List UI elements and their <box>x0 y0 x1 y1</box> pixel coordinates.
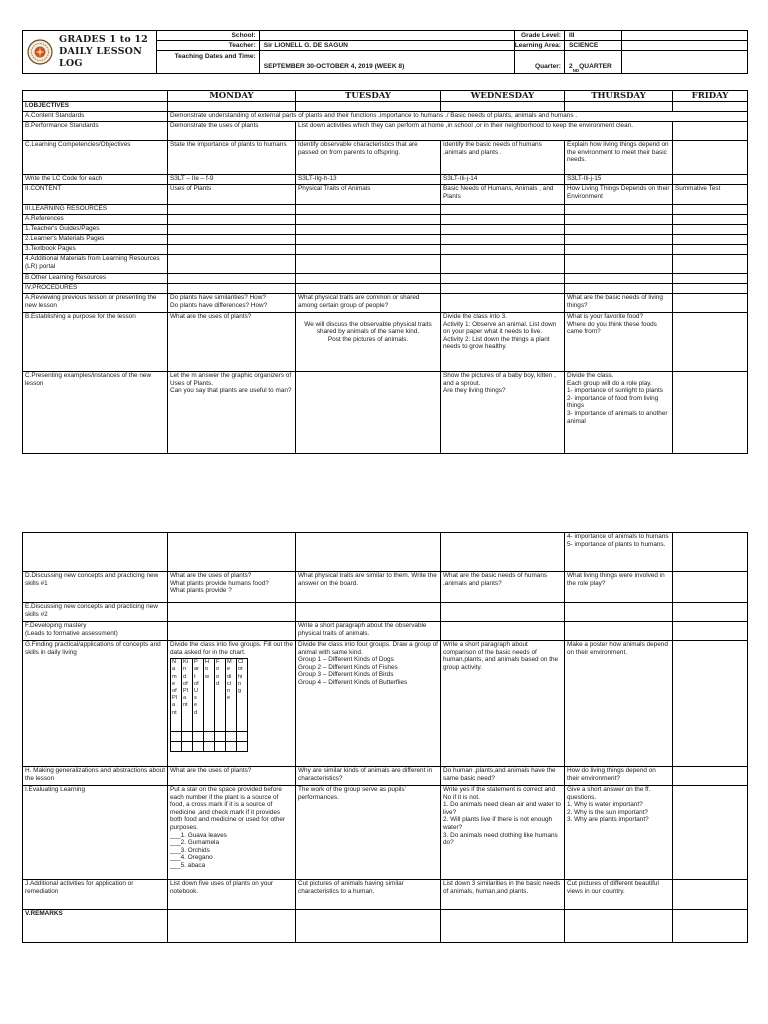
table-cell: Write yes if the statement is correct and No if it is not. 1. Do animals need clean air and water to live? 2. Will plants live if there is not enough water? 3. Do animals need clothing like humans do? <box>441 786 565 880</box>
table-cell <box>673 603 748 622</box>
table-cell <box>565 102 673 112</box>
row-label-i-objectives: I.OBJECTIVES <box>23 102 168 112</box>
table-cell <box>296 122 673 141</box>
table-cell: Demonstrate the uses of plants <box>168 122 296 141</box>
table-cell: Identify the basic needs of humans ,animals and plants . <box>441 141 565 175</box>
table-cell <box>441 533 565 572</box>
table-cell: List down 3 similarities in the basic needs of animals, human,and plants. <box>441 880 565 910</box>
chart-column-header: M e di ci n e <box>226 659 237 732</box>
table-cell <box>168 603 296 622</box>
row-label-a-reviewing-previous-lesson-or-presentin: A.Reviewing previous lesson or presenting the new lesson <box>23 294 168 313</box>
grade-level-value: III <box>565 31 622 41</box>
table-cell <box>296 235 441 245</box>
table-cell <box>673 533 748 572</box>
chart-blank-row <box>171 732 248 742</box>
row-label-c-learning-competencies-objectives: C.Learning Competencies/Objectives <box>23 141 168 175</box>
table-cell: Write a short paragraph about the observable physical traits of animals. <box>296 622 441 641</box>
plant-data-chart <box>170 658 248 752</box>
table-cell <box>565 255 673 274</box>
chart-column-header: Ki n d of Pl a nt <box>182 659 193 732</box>
table-cell <box>673 175 748 185</box>
chart-blank-cell <box>226 732 237 742</box>
table-cell <box>168 205 296 215</box>
row-label-iii-learning-resources: III.LEARNING RESOURCES <box>23 205 168 215</box>
chart-blank-cell <box>182 742 193 752</box>
table-cell: 4- importance of animals to humans 5- importance of plants to humans. <box>565 533 673 572</box>
row-label-blank <box>23 533 168 572</box>
day-header-friday: FRIDAY <box>673 91 748 102</box>
table-cell: Divide the class into four groups. Draw a group of animal with same kind. Group 1 – Different Kinds of Dogs Group 2 – Different Kinds of Fishes Group 3 – Different Kinds of Birds Group 4 – Different Kinds of Butterflies <box>296 641 441 767</box>
table-row <box>23 767 748 786</box>
table-cell <box>296 284 441 294</box>
table-row <box>23 141 748 175</box>
row-label-ii-content: II.CONTENT <box>23 185 168 205</box>
table-row <box>23 235 748 245</box>
cell-text: List down activities which they can perform at home ,in school ,or in their neighborhood to keep the environment clean. <box>298 122 633 129</box>
table-cell <box>441 255 565 274</box>
grade-level-label: Grade Level: <box>515 31 565 41</box>
table-cell <box>565 205 673 215</box>
row-label-3-textbook-pages: 3.Textbook Pages <box>23 245 168 255</box>
table-cell: How do living things depend on their environment? <box>565 767 673 786</box>
table-row <box>23 245 748 255</box>
school-label: School: <box>157 31 260 41</box>
table-row <box>23 910 748 943</box>
table-row <box>23 533 748 572</box>
table-cell <box>168 215 296 225</box>
header-info-grid <box>157 31 747 73</box>
table-cell <box>565 225 673 235</box>
table-row <box>23 786 748 880</box>
table-cell <box>168 255 296 274</box>
table-cell <box>441 245 565 255</box>
learning-area-value: SCIENCE <box>565 41 622 51</box>
row-label-4-additional-materials-from-learning-res: 4.Additional Materials from Learning Resources (LR) portal <box>23 255 168 274</box>
table-cell <box>296 372 441 454</box>
row-label-i-evaluating-learning: I.Evaluating Learning <box>23 786 168 880</box>
row-label-b-performance-standards: B.Performance Standards <box>23 122 168 141</box>
table-row <box>23 175 748 185</box>
table-row <box>23 205 748 215</box>
chart-blank-cell <box>215 742 226 752</box>
teaching-dates-label: Teaching Dates and Time: <box>157 51 260 73</box>
table-cell: Summative Test <box>673 185 748 205</box>
cell-text: Divide the class into five groups. Fill out the data asked for in the chart. <box>170 641 293 656</box>
table-cell <box>168 274 296 284</box>
chart-blank-cell <box>237 742 248 752</box>
table-row <box>23 284 748 294</box>
table-cell <box>673 122 748 141</box>
table-cell <box>168 245 296 255</box>
row-label-f-developing-mastery-leads-to-formative-: F.Developing mastery (Leads to formative assessment) <box>23 622 168 641</box>
table-cell <box>168 910 296 943</box>
table-cell <box>673 372 748 454</box>
chart-column-header: P ar t of U s e d <box>193 659 204 732</box>
table-cell <box>168 622 296 641</box>
chart-column-header: N a m e of Pl a nt <box>171 659 182 732</box>
row-label-e-discussing-new-concepts-and-practicing: E.Discussing new concepts and practicing new skills #2 <box>23 603 168 622</box>
row-span-cell: Demonstrate understanding of external parts of plants and their functions ,importance to humans ./ Basic needs of plants, animals and humans . <box>168 112 748 122</box>
chart-blank-cell <box>171 742 182 752</box>
teaching-dates-value: SEPTEMBER 30-OCTOBER 4, 2019 (WEEK 8) <box>260 51 515 73</box>
table-cell <box>441 603 565 622</box>
table-cell: S3LT-IIi-j-14 <box>441 175 565 185</box>
table-row <box>23 603 748 622</box>
chart-blank-cell <box>193 742 204 752</box>
table-cell <box>673 215 748 225</box>
table-cell <box>168 225 296 235</box>
table-row <box>23 225 748 235</box>
chart-column-header: F o o d <box>215 659 226 732</box>
chart-blank-cell <box>204 742 215 752</box>
brand-title <box>59 34 156 70</box>
table-cell: What physical traits are common or shared among certain group of people? <box>296 294 441 313</box>
table-cell <box>296 225 441 235</box>
table-cell <box>565 603 673 622</box>
brand-line-2: DAILY LESSON LOG <box>59 46 143 69</box>
table-cell <box>673 313 748 372</box>
table-row <box>23 880 748 910</box>
row-label-b-other-learning-resources: B.Other Learning Resources <box>23 274 168 284</box>
table-cell: Do plants have similarities? How? Do plants have differences? How? <box>168 294 296 313</box>
table-cell <box>296 245 441 255</box>
table-cell <box>296 255 441 274</box>
table-cell <box>441 622 565 641</box>
table-cell <box>296 533 441 572</box>
chart-blank-cell <box>204 732 215 742</box>
table-cell: Identify observable characteristics that are passed on from parents to offspring. <box>296 141 441 175</box>
row-label-iv-procedures: IV.PROCEDURES <box>23 284 168 294</box>
row-label-2-learner-s-materials-pages: 2.Learner's Materials Pages <box>23 235 168 245</box>
table-row <box>23 294 748 313</box>
table-cell: Physical Traits of Animals <box>296 185 441 205</box>
table-row <box>23 641 748 767</box>
table-cell: Do human ,plants,and animals have the same basic need? <box>441 767 565 786</box>
row-label-a-references: A.References <box>23 215 168 225</box>
chart-header-row <box>171 659 248 732</box>
table-cell <box>673 767 748 786</box>
table-cell: Divide the class into 3. Activity 1: Observe an animal. List down on your paper what it needs to live. Activity 2: List down the things a plant needs to grow healthy. <box>441 313 565 372</box>
table-cell: What are the uses of plants? <box>168 313 296 372</box>
school-value <box>260 31 515 41</box>
chart-blank-cell <box>182 732 193 742</box>
table-2-body <box>23 533 748 943</box>
chart-column-header: Cl ot hi n g <box>237 659 248 732</box>
table-cell: The work of the group serve as pupils' performances. <box>296 786 441 880</box>
table-cell: State the importance of plants to humans <box>168 141 296 175</box>
row-label-b-establishing-a-purpose-for-the-lesson: B.Establishing a purpose for the lesson <box>23 313 168 372</box>
day-header-monday: MONDAY <box>168 91 296 102</box>
table-cell <box>673 284 748 294</box>
chart-blank-cell <box>215 732 226 742</box>
table-cell <box>565 284 673 294</box>
table-cell <box>168 284 296 294</box>
table-cell <box>673 786 748 880</box>
table-cell <box>441 294 565 313</box>
table-cell <box>565 215 673 225</box>
table-cell <box>673 910 748 943</box>
row-label-1-teacher-s-guides-pages: 1.Teacher's Guides/Pages <box>23 225 168 235</box>
table-cell <box>441 102 565 112</box>
table-cell <box>441 235 565 245</box>
brand-line-1: GRADES 1 to 12 <box>59 34 148 45</box>
table-cell: Cut pictures of different beautiful views in our country. <box>565 880 673 910</box>
lesson-log-table-part-2 <box>22 532 748 943</box>
table-row <box>23 255 748 274</box>
row-label-c-presenting-examples-instances-of-the-n: C.Presenting examples/instances of the new lesson <box>23 372 168 454</box>
table-cell <box>673 572 748 603</box>
table-cell: S3LT-IIg-h-13 <box>296 175 441 185</box>
table-cell: Divide the class. Each group will do a role play. 1- importance of sunlight to plants 2- importance of food from living things 3- importance of animals to another animal <box>565 372 673 454</box>
table-cell <box>296 205 441 215</box>
table-cell <box>296 274 441 284</box>
row-label-d-discussing-new-concepts-and-practicing: D.Discussing new concepts and practicing new skills #1 <box>23 572 168 603</box>
table-cell <box>673 235 748 245</box>
table-cell <box>441 225 565 235</box>
day-header-row <box>23 91 748 102</box>
header-blank-2 <box>622 41 747 51</box>
table-cell <box>673 641 748 767</box>
table-cell <box>441 205 565 215</box>
table-cell: Let the m answer the graphic organizers of Uses of Plants. Can you say that plants are useful to man? <box>168 372 296 454</box>
quarter-number: 2 <box>569 63 573 70</box>
table-cell <box>168 641 296 767</box>
table-cell: What are the uses of plants? What plants provide humans food? What plants provide ? <box>168 572 296 603</box>
table-row <box>23 215 748 225</box>
table-cell: S3LT – IIe – f-9 <box>168 175 296 185</box>
table-row <box>23 112 748 122</box>
header-corner-cell <box>23 91 168 102</box>
table-cell: Uses of Plants <box>168 185 296 205</box>
table-cell: Explain how living things depend on the environment to meet their basic needs. <box>565 141 673 175</box>
table-cell: Make a poster how animals depend on their environment. <box>565 641 673 767</box>
table-cell: Why are similar kinds of animals are different in characteristics? <box>296 767 441 786</box>
table-cell <box>673 294 748 313</box>
table-cell <box>673 245 748 255</box>
row-label-g-finding-practical-applications-of-conc: G.Finding practical/applications of concepts and skills in daily living <box>23 641 168 767</box>
lesson-log-header <box>22 30 748 74</box>
lesson-log-table-part-1 <box>22 90 748 454</box>
quarter-label: Quarter: <box>515 51 565 73</box>
table-cell <box>565 622 673 641</box>
table-cell <box>441 910 565 943</box>
table-cell <box>296 102 441 112</box>
table-cell <box>673 274 748 284</box>
chart-blank-cell <box>226 742 237 752</box>
table-cell <box>168 102 296 112</box>
table-row <box>23 572 748 603</box>
table-cell <box>565 245 673 255</box>
table-cell <box>565 274 673 284</box>
table-cell <box>673 225 748 235</box>
quarter-value: 2 ND QUARTER <box>565 51 622 73</box>
table-row <box>23 274 748 284</box>
row-label-h-making-generalizations-and-abstraction: H. Making generalizations and abstractions about the lesson <box>23 767 168 786</box>
teacher-value: Sir LIONELL G. DE SAGUN <box>260 41 515 51</box>
chart-blank-cell <box>171 732 182 742</box>
table-cell: Cut pictures of animals having similar characteristics to a human. <box>296 880 441 910</box>
table-cell <box>296 313 441 372</box>
table-cell <box>673 255 748 274</box>
table-1-body <box>23 102 748 454</box>
table-cell <box>441 274 565 284</box>
chart-blank-cell <box>237 732 248 742</box>
header-blank-1 <box>622 31 747 41</box>
table-cell: What is your favorite food? Where do you think these foods came from? <box>565 313 673 372</box>
table-cell: Put a star on the space provided before each number if the plant is a source of food, a cross mark if it is a source of medicine ,and check mark if it provides both food and medicine or used for other purposes. ___1. Guava leaves ___2. Gumamela ___3. Orchids ___4. Oregano ___5. abaca <box>168 786 296 880</box>
table-cell <box>441 284 565 294</box>
table-cell: Give a short answer on the ff. questions. 1. Why is water important? 2. Why is the sun important? 3. Why are plants important? <box>565 786 673 880</box>
table-cell: Basic Needs of Humans, Animals , and Plants <box>441 185 565 205</box>
row-label-v-remarks: V.REMARKS <box>23 910 168 943</box>
row-label-write-the-lc-code-for-each: Write the LC Code for each <box>23 175 168 185</box>
learning-area-label: Learning Area: <box>515 41 565 51</box>
table-row <box>23 372 748 454</box>
table-cell: What are the basic needs of living things? <box>565 294 673 313</box>
deped-seal-icon <box>27 39 53 65</box>
table-cell: What are the uses of plants? <box>168 767 296 786</box>
table-cell: How Living Things Depends on their Environment <box>565 185 673 205</box>
table-cell <box>565 235 673 245</box>
table-cell <box>168 533 296 572</box>
row-label-a-content-standards: A.Content Standards <box>23 112 168 122</box>
table-cell: What living things were involved in the role play? <box>565 572 673 603</box>
table-cell: What are the basic needs of humans ,animals and plants? <box>441 572 565 603</box>
table-cell: S3LT-IIi-j-15 <box>565 175 673 185</box>
day-header-thursday: THURSDAY <box>565 91 673 102</box>
table-cell <box>168 235 296 245</box>
row-label-j-additional-activities-for-application-: J.Additional activities for application or remediation <box>23 880 168 910</box>
table-row <box>23 313 748 372</box>
table-cell <box>673 205 748 215</box>
table-cell: List down five uses of plants on your notebook. <box>168 880 296 910</box>
table-cell: Write a short paragraph about comparison of the basic needs of human,plants, and animals based on the group activity. <box>441 641 565 767</box>
header-blank-3 <box>622 51 747 73</box>
table-cell <box>673 102 748 112</box>
table-cell: What physical traits are similar to them. Write the answer on the board. <box>296 572 441 603</box>
day-header-wednesday: WEDNESDAY <box>441 91 565 102</box>
table-row <box>23 122 748 141</box>
chart-blank-row <box>171 742 248 752</box>
chart-blank-cell <box>193 732 204 742</box>
table-cell <box>296 603 441 622</box>
table-row <box>23 622 748 641</box>
brand-block <box>23 31 157 73</box>
table-cell <box>296 215 441 225</box>
table-cell <box>673 141 748 175</box>
table-cell <box>673 880 748 910</box>
teacher-label: Teacher: <box>157 41 260 51</box>
table-row <box>23 102 748 112</box>
quarter-word: QUARTER <box>579 63 612 70</box>
table-cell: Show the pictures of a baby boy, kitten , and a sprout. Are they living things? <box>441 372 565 454</box>
day-header-tuesday: TUESDAY <box>296 91 441 102</box>
table-cell <box>441 215 565 225</box>
table-cell <box>673 622 748 641</box>
cell-text: We will discuss the observable physical traits shared by animals of the same kind. Post the pictures of animals. <box>304 320 432 343</box>
table-cell <box>565 910 673 943</box>
table-cell <box>296 910 441 943</box>
chart-column-header: H o w <box>204 659 215 732</box>
table-row <box>23 185 748 205</box>
